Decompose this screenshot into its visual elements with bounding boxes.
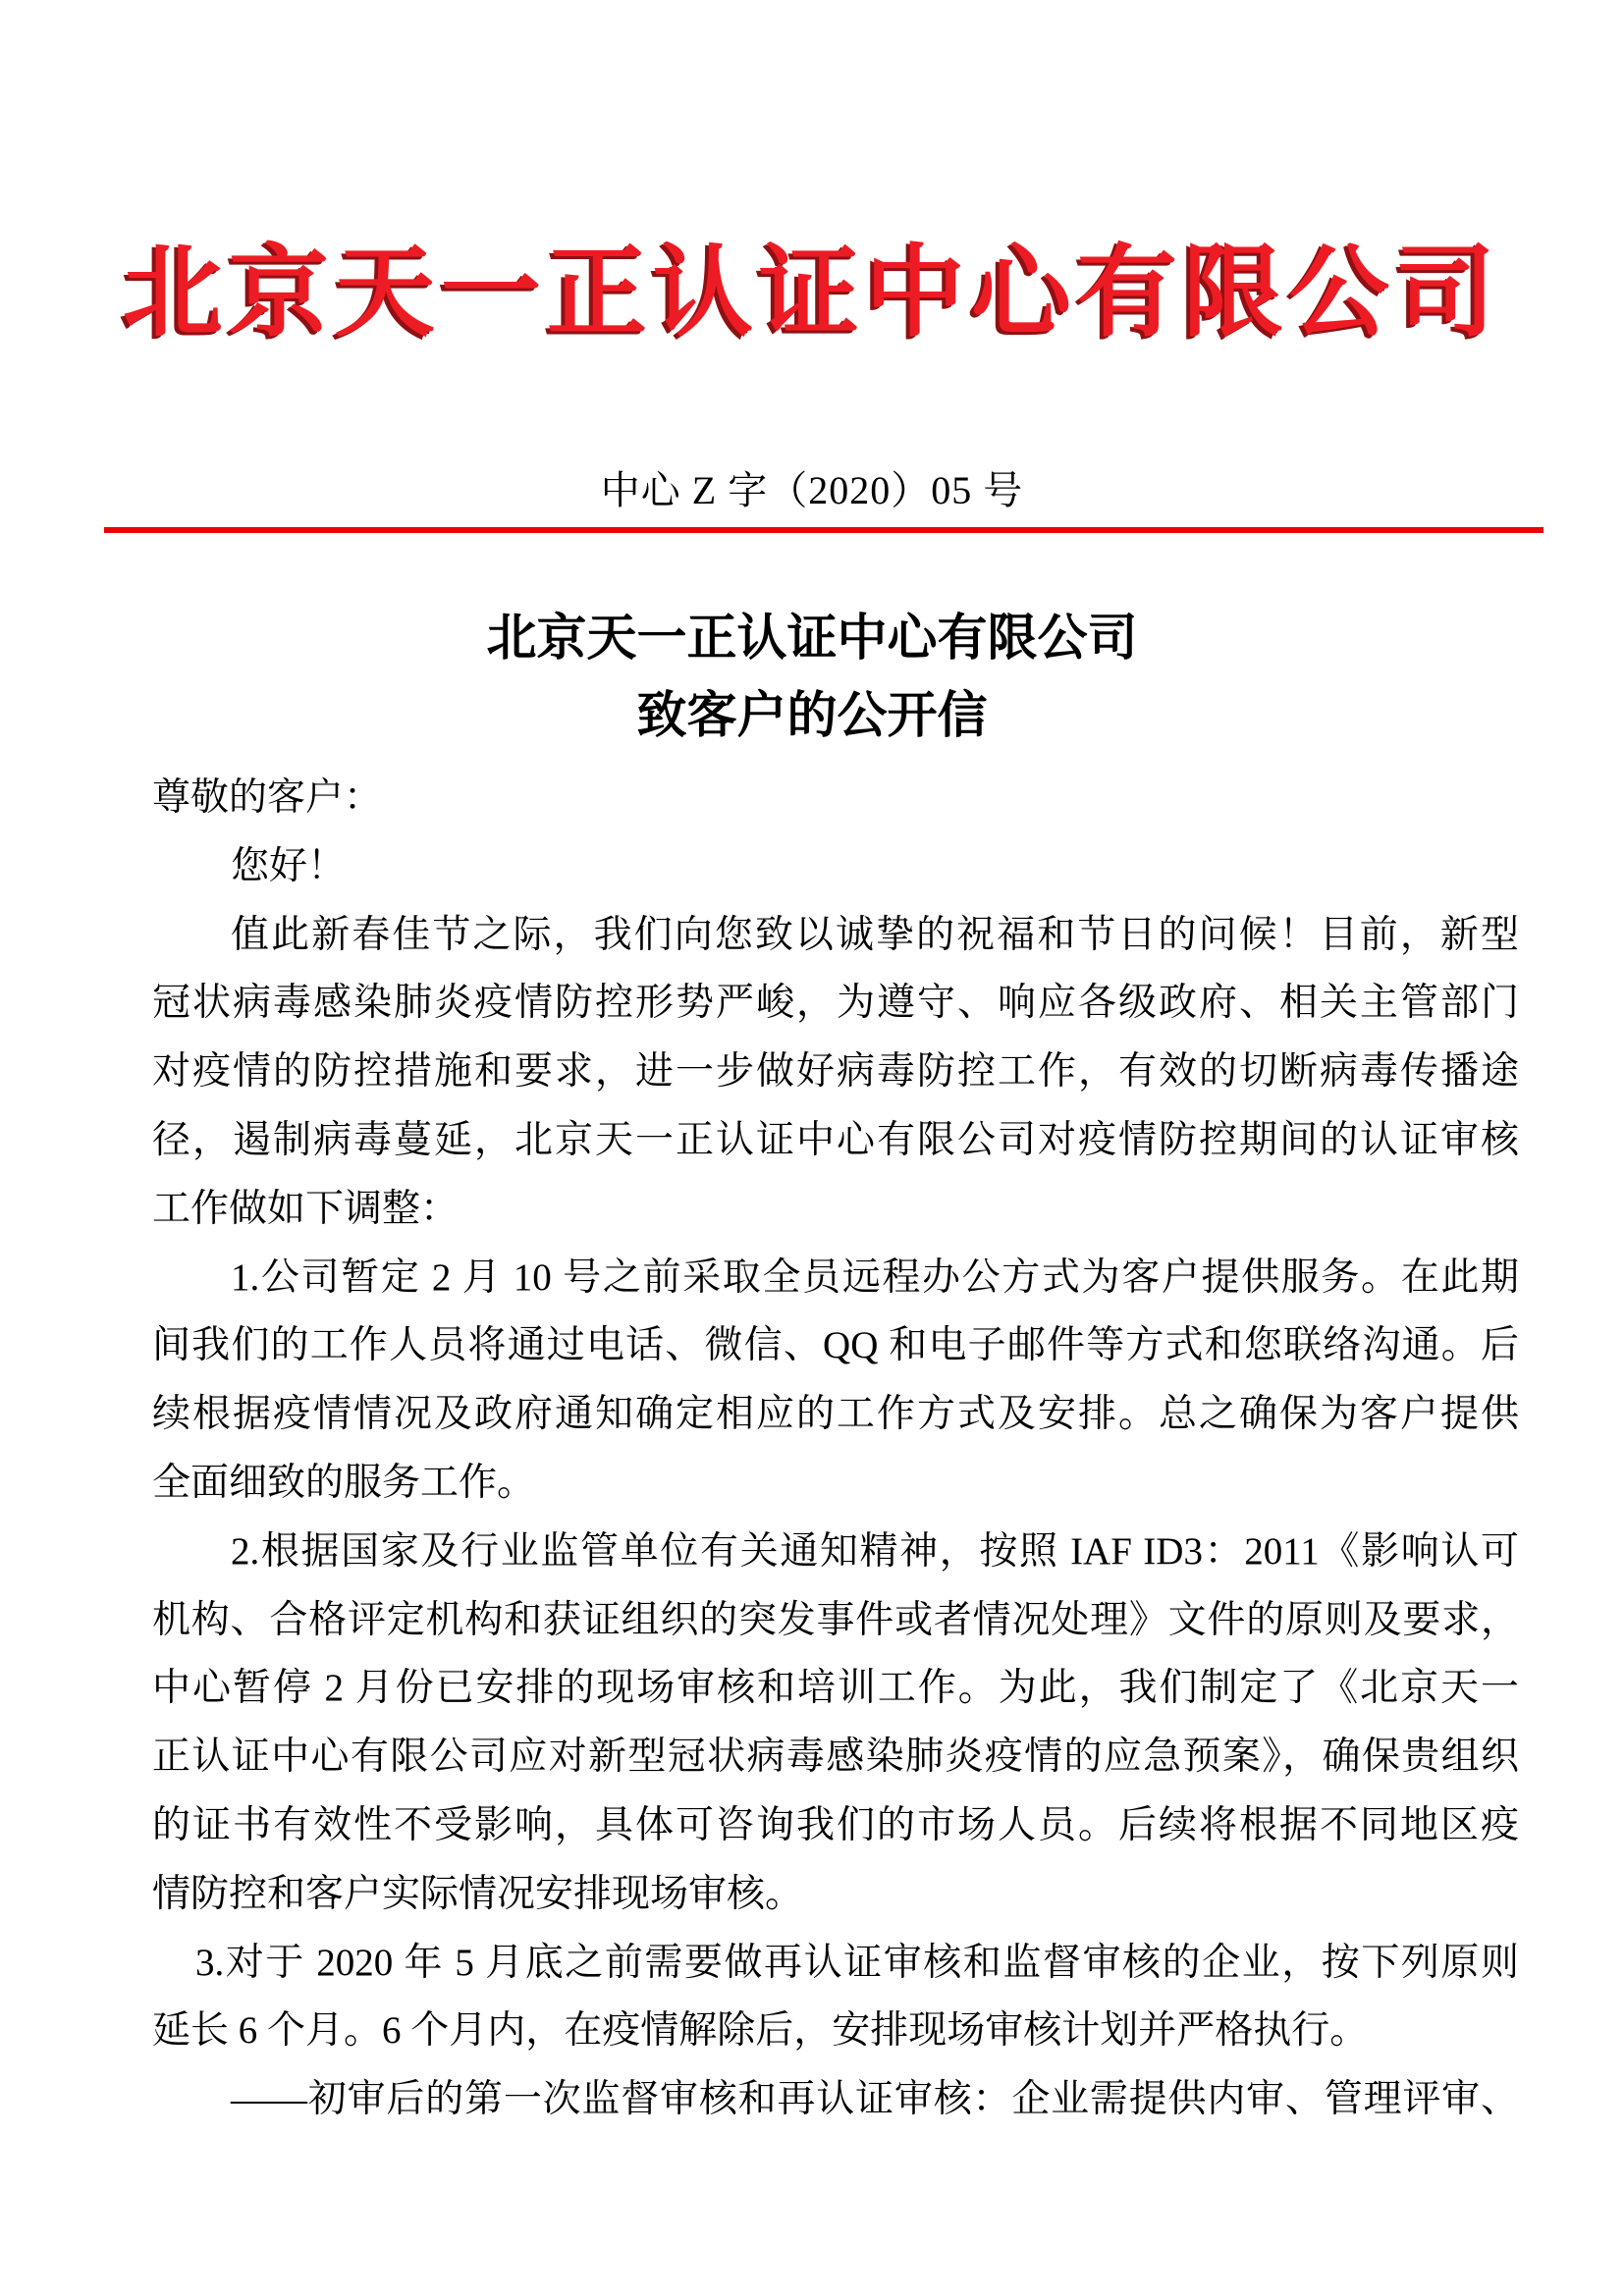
body-line: 情防控和客户实际情况安排现场审核。 xyxy=(152,1872,804,1915)
document-number: 中心 Z 字（2020）05 号 xyxy=(600,468,1024,512)
body-line: 对疫情的防控措施和要求，进一步做好病毒防控工作，有效的切断病毒传播途 xyxy=(152,1050,1519,1094)
letter-title xyxy=(0,601,1624,756)
body-line: 冠状病毒感染肺炎疫情防控形势严峻，为遵守、响应各级政府、相关主管部门 xyxy=(152,982,1519,1025)
letter-title-line1: 北京天一正认证中心有限公司 xyxy=(486,612,1138,667)
body-line: 值此新春佳节之际，我们向您致以诚挚的祝福和节日的问候！目前，新型 xyxy=(231,913,1519,956)
body-line: 续根据疫情情况及政府通知确定相应的工作方式及安排。总之确保为客户提供 xyxy=(152,1393,1519,1436)
item-3-line: 3.对于 2020 年 5 月底之前需要做再认证审核和监督审核的企业，按下列原则 xyxy=(195,1941,1519,1984)
item-2-line: 2.根据国家及行业监管单位有关通知精神，按照 IAF ID3：2011《影响认可 xyxy=(231,1529,1519,1573)
body-line: 的证书有效性不受影响，具体可咨询我们的市场人员。后续将根据不同地区疫 xyxy=(152,1803,1519,1846)
company-letterhead: 北京天一正认证中心有限公司 xyxy=(123,239,1501,349)
body-line: 中心暂停 2 月份已安排的现场审核和培训工作。为此，我们制定了《北京天一 xyxy=(152,1667,1519,1710)
body-line: 正认证中心有限公司应对新型冠状病毒感染肺炎疫情的应急预案》，确保贵组织 xyxy=(152,1735,1519,1779)
body-line: 径，遏制病毒蔓延，北京天一正认证中心有限公司对疫情防控期间的认证审核 xyxy=(152,1118,1519,1161)
body-line: 延长 6 个月。6 个月内，在疫情解除后，安排现场审核计划并严格执行。 xyxy=(152,2009,1369,2053)
dash-item-line: ——初审后的第一次监督审核和再认证审核：企业需提供内审、管理评审、 xyxy=(231,2078,1519,2121)
body-line: 全面细致的服务工作。 xyxy=(152,1461,536,1504)
body-line: 机构、合格评定机构和获证组织的突发事件或者情况处理》文件的原则及要求， xyxy=(152,1598,1519,1641)
letter-title-line2: 致客户的公开信 xyxy=(636,689,988,744)
body-line: 工作做如下调整： xyxy=(152,1187,460,1230)
letter-body xyxy=(152,764,1519,2134)
item-1-line: 1.公司暂定 2 月 10 号之前采取全员远程办公方式为客户提供服务。在此期 xyxy=(231,1255,1519,1299)
greeting-line: 您好！ xyxy=(231,844,347,887)
salutation-line: 尊敬的客户： xyxy=(152,776,383,819)
red-divider-line xyxy=(104,527,1543,533)
body-line: 间我们的工作人员将通过电话、微信、QQ 和电子邮件等方式和您联络沟通。后 xyxy=(152,1324,1519,1367)
